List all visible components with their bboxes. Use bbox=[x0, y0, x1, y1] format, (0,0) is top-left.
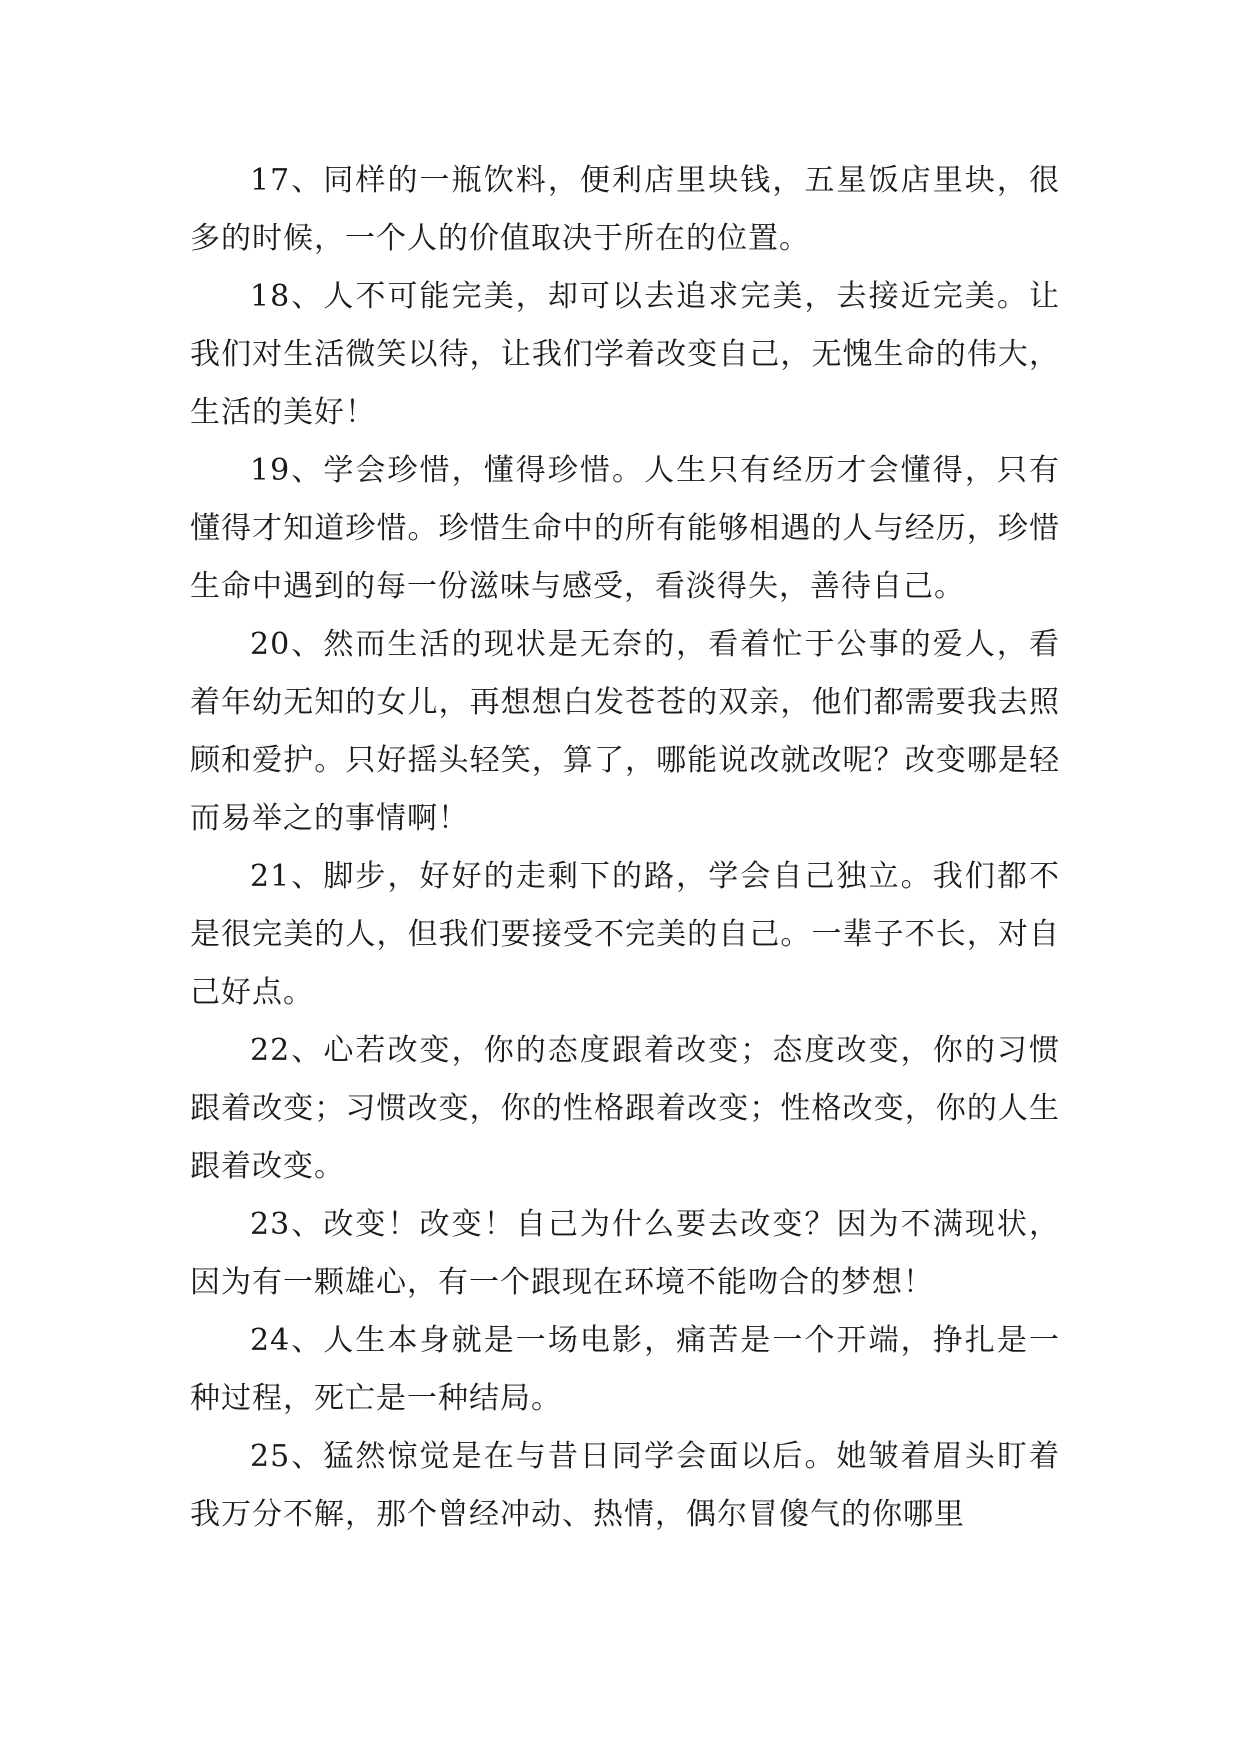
paragraph-18: 18、人不可能完美，却可以去追求完美，去接近完美。让我们对生活微笑以待，让我们学着改变自己，无愧生命的伟大，生活的美好！ bbox=[190, 279, 1060, 430]
paragraph-24: 24、人生本身就是一场电影，痛苦是一个开端，挣扎是一种过程，死亡是一种结局。 bbox=[190, 1323, 1060, 1416]
paragraph-19: 19、学会珍惜，懂得珍惜。人生只有经历才会懂得，只有懂得才知道珍惜。珍惜生命中的所有能够相遇的人与经历，珍惜生命中遇到的每一份滋味与感受，看淡得失，善待自己。 bbox=[190, 453, 1060, 604]
paragraph-25: 25、猛然惊觉是在与昔日同学会面以后。她皱着眉头盯着我万分不解，那个曾经冲动、热情，偶尔冒傻气的你哪里 bbox=[190, 1439, 1060, 1532]
paragraph-21: 21、脚步，好好的走剩下的路，学会自己独立。我们都不是很完美的人，但我们要接受不完美的自己。一辈子不长，对自己好点。 bbox=[190, 859, 1060, 1010]
paragraph-20: 20、然而生活的现状是无奈的，看着忙于公事的爱人，看着年幼无知的女儿，再想想白发苍苍的双亲，他们都需要我去照顾和爱护。只好摇头轻笑，算了，哪能说改就改呢？改变哪是轻而易举之的事情啊！ bbox=[190, 627, 1060, 836]
paragraph-22: 22、心若改变，你的态度跟着改变；态度改变，你的习惯跟着改变；习惯改变，你的性格跟着改变；性格改变，你的人生跟着改变。 bbox=[190, 1033, 1060, 1184]
document-body bbox=[190, 152, 1060, 1544]
paragraph-23: 23、改变！改变！自己为什么要去改变？因为不满现状，因为有一颗雄心，有一个跟现在环境不能吻合的梦想！ bbox=[190, 1207, 1060, 1300]
paragraph-17: 17、同样的一瓶饮料，便利店里块钱，五星饭店里块，很多的时候，一个人的价值取决于所在的位置。 bbox=[190, 163, 1060, 256]
